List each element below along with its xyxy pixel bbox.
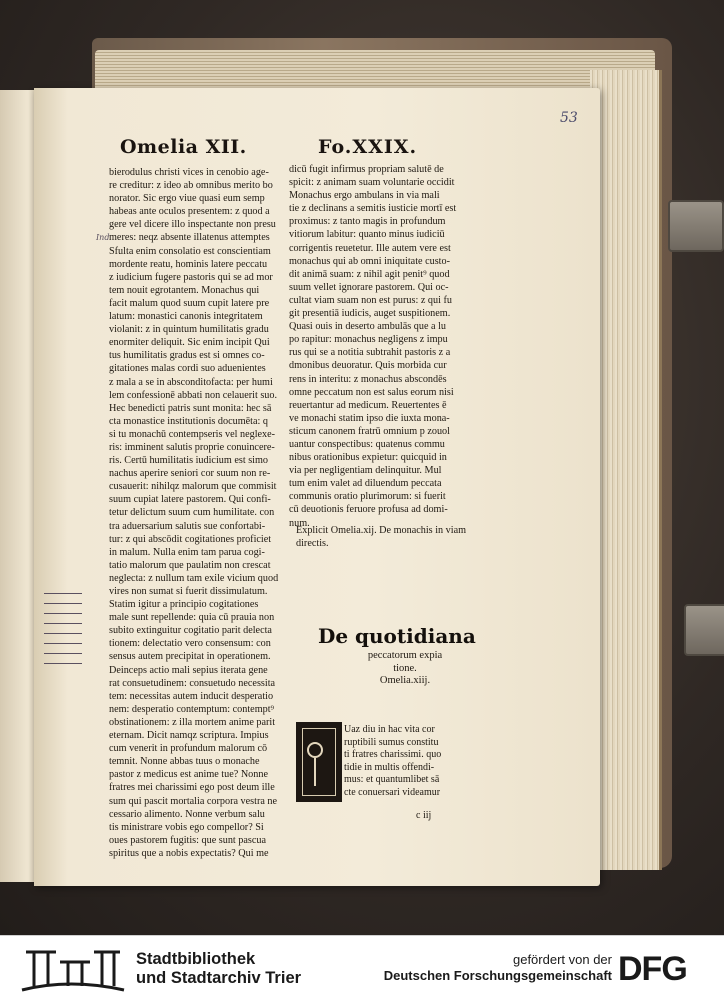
text-line: tatio malorum que paulatim non crescat bbox=[109, 559, 271, 571]
text-line: tum enim valet ad diluendum peccata bbox=[289, 478, 442, 490]
text-line: dicū fugit infirmus propriam salutē de bbox=[289, 164, 444, 175]
text-line: tem: necessitas autem inducit desperatio bbox=[109, 690, 274, 702]
text-line: si tu monachū contempseris vel neglexe- bbox=[109, 428, 276, 440]
text-line: Quasi ouis in deserto ambulās que a lu bbox=[289, 321, 447, 333]
text-line: git presentiā iudicis, auget suspitionem. bbox=[289, 308, 451, 320]
top-clasp bbox=[668, 200, 724, 252]
text-line: dmonibus deuoratur. Quis morbida cur bbox=[289, 360, 447, 372]
text-line: cum venerit in profundum malorum cō bbox=[109, 743, 268, 755]
text-line: Monachus ergo ambulans in via mali bbox=[289, 190, 440, 202]
subtitle-line: peccatorum expia bbox=[367, 650, 443, 661]
margin-handwritten-notes bbox=[44, 584, 82, 720]
flower-ornament-icon bbox=[307, 742, 323, 758]
decorated-initial-letter bbox=[296, 722, 342, 802]
margin-annotation: Ind bbox=[96, 233, 110, 242]
library-logo-icon bbox=[20, 942, 126, 996]
text-line: tetur delictum suum cum humilitate. con bbox=[109, 507, 275, 519]
text-line: communis oratio plurimorum: si fuerit bbox=[289, 491, 446, 503]
text-line: eternam. Dicit namqz scriptura. Impius bbox=[109, 730, 269, 742]
library-name-line2: und Stadtarchiv Trier bbox=[136, 969, 302, 987]
text-line: rens in interitu: z monachus abscondēs bbox=[289, 373, 447, 385]
text-line: pastor z medicus est anime tue? Nonne bbox=[109, 769, 268, 781]
text-line: Deinceps actio mali sepius iterata gene bbox=[109, 664, 268, 676]
text-line: in malum. Nulla enim tam parua cogi- bbox=[109, 546, 265, 558]
text-line: proximus: z tanto magis in profundum bbox=[289, 216, 446, 228]
text-line: habeas ante oculos presentem: z quod a bbox=[109, 206, 270, 218]
text-line: ris. Certū humilitatis iudicium est simo bbox=[109, 455, 269, 467]
text-line: neglecta: z nullum tam exile vicium quod bbox=[109, 572, 279, 584]
text-line: z iudicium fugere pastoris qui se ad mor bbox=[109, 271, 273, 283]
text-line: cū deuotionis feruore profusa ad domi- bbox=[289, 504, 448, 516]
text-line: spiritus que a nobis expectatis? Qui me bbox=[109, 847, 269, 859]
text-line: norator. Sic ergo viue quasi eum semp bbox=[109, 193, 265, 205]
text-line: meres: neqz absente illatenus attemptes bbox=[109, 232, 270, 244]
text-line: sum qui pascit mortalia corpora vestra ne bbox=[109, 795, 278, 807]
text-line: temnit. Nonne abbas tuus o monache bbox=[109, 756, 260, 768]
text-line: tur: z qui abscōdit cogitationes proficiet bbox=[109, 533, 272, 545]
text-line: uantur conspectibus: quatenus commu bbox=[289, 438, 445, 450]
text-line: ris: imminent salutis proprie conuincere- bbox=[109, 441, 275, 453]
text-line: spicit: z animam suam voluntarie occidit bbox=[289, 177, 455, 189]
text-line: tem nouit egrotantem. Monachus qui bbox=[109, 284, 260, 296]
text-line: Hec benedicti patris sunt monita: hec sā bbox=[109, 402, 272, 414]
library-name-line1: Stadtbibliothek bbox=[136, 950, 256, 968]
text-line: tidie in multis offendi- bbox=[344, 761, 435, 773]
text-line: reuertantur ad medicum. Reuertentes ē bbox=[289, 399, 447, 411]
page-block-fore-edge bbox=[590, 70, 662, 870]
text-line: nem: desperatio contemptum: contempt⁹ bbox=[109, 703, 275, 715]
text-line: Uaz diu in hac vita cor bbox=[344, 724, 435, 735]
text-line: tis ministrare vobis ego compellor? Si bbox=[109, 821, 264, 833]
text-line: Statim igitur a principio cogitationes bbox=[109, 599, 259, 611]
running-head-right: Fo.XXIX. bbox=[318, 136, 418, 158]
dfg-logo: DFG bbox=[618, 950, 687, 988]
text-line: mus: et quantumlibet sā bbox=[344, 774, 440, 786]
text-line: vires non sumat si fuerit dissimulatum. bbox=[109, 586, 268, 597]
signature-mark: c iij bbox=[416, 810, 432, 821]
text-line: sensus autem precipitat in operationem. bbox=[109, 651, 271, 663]
text-line: dit animā suam: z nihil agit penit⁹ quod bbox=[289, 268, 450, 280]
text-line: cta monastice institutionis documēta: q bbox=[109, 415, 269, 427]
text-line: ti fratres charissimi. quo bbox=[344, 749, 442, 761]
text-column-left bbox=[109, 166, 289, 859]
text-line: tionem: delectatio vero consensum: con bbox=[109, 638, 271, 650]
text-line: nibus orationibus expietur: quicquid in bbox=[289, 452, 447, 464]
text-line: cessario alimento. Nonne verbum salu bbox=[109, 808, 265, 820]
text-line: cultat viam suam non est purus: z qui fu bbox=[289, 294, 452, 306]
folio-number: 53 bbox=[560, 110, 578, 126]
footer-bar bbox=[0, 935, 724, 1000]
funding-note-line1: gefördert von der bbox=[512, 952, 612, 967]
homily-subtitle bbox=[320, 650, 490, 688]
text-line: via per negligentiam delinquitur. Mul bbox=[289, 465, 442, 477]
text-line: Sfulta enim consolatio est conscientiam bbox=[109, 245, 271, 257]
text-line: po rapitur: monachus negligens z impu bbox=[289, 334, 448, 346]
homily-opening-text bbox=[344, 724, 486, 800]
library-name bbox=[136, 950, 301, 988]
text-column-right bbox=[289, 163, 487, 529]
text-line: male sunt repellende: quia cū prauia non bbox=[109, 612, 275, 624]
text-line: nachus aperire seniori cor suum non re- bbox=[109, 468, 271, 480]
text-line: oues pastorem fugitis: que sunt pascua bbox=[109, 834, 267, 846]
text-line: ruptibili sumus constitu bbox=[344, 736, 439, 748]
text-line: tie z declinans a semitis iusticie mortī est bbox=[289, 203, 457, 215]
text-line: obstinationem: z illa mortem anime parit bbox=[109, 716, 276, 728]
subtitle-line: tione. bbox=[393, 662, 417, 674]
text-line: gere vel dicere illo inspectante non presu bbox=[109, 219, 276, 231]
text-line: bierodulus christi vices in cenobio age- bbox=[109, 167, 269, 178]
text-line: violanit: z in quintum humilitatis gradu bbox=[109, 324, 269, 336]
homily-title: De quotidiana bbox=[318, 624, 476, 648]
text-line: subito extinguitur cogitatio parit delecta bbox=[109, 625, 272, 637]
text-line: facit malum quod suum cupit latere pre bbox=[109, 297, 270, 309]
text-line: num. bbox=[289, 517, 310, 529]
subtitle-line: Omelia.xiij. bbox=[379, 675, 431, 686]
bottom-clasp bbox=[684, 604, 724, 656]
text-line: latum: monastici canonis integritatem bbox=[109, 311, 263, 323]
text-line: omne peccatum non est salus eorum nisi bbox=[289, 386, 454, 398]
text-line: mordente reatu, hominis latere peccatu bbox=[109, 258, 268, 270]
text-line: re creditur: z ideo ab omnibus merito bo bbox=[109, 180, 273, 192]
text-line: corrigentis reuetetur. Ille autem vere est bbox=[289, 242, 451, 254]
text-line: suum cupiat latere pastorem. Qui confi- bbox=[109, 494, 271, 506]
running-head-left: Omelia XII. bbox=[120, 136, 247, 158]
text-line: rus qui se a notitia subtrahit pastoris z a bbox=[289, 347, 451, 359]
funding-note bbox=[372, 952, 612, 984]
text-line: lem confessionē abbati non celauerit suo. bbox=[109, 389, 278, 401]
text-line: cte conuersari videamur bbox=[344, 786, 441, 798]
text-line: ve monachi statim ipso die iuxta mona- bbox=[289, 412, 450, 424]
text-line: suum vellet ignorare pastorem. Qui oc- bbox=[289, 281, 449, 293]
text-line: tra aduersarium salutis sue confortabi- bbox=[109, 520, 266, 532]
text-line: z mala a se in absconditofacta: per humi bbox=[109, 376, 273, 388]
text-line: monachus qui ab omni iniquitate custo- bbox=[289, 255, 450, 267]
text-line: cusauerit: nihilqz malorum que commisit bbox=[109, 481, 277, 493]
text-line: enormiter deliquit. Sic enim incipit Qui bbox=[109, 337, 270, 349]
explicit-text: Explicit Omelia.xij. De monachis in viam directis. bbox=[296, 525, 467, 549]
text-line: tus humilitatis gradus est si omnes co- bbox=[109, 350, 265, 362]
text-line: rat consuetudinem: consuetudo necessita bbox=[109, 677, 276, 689]
text-line: vitiorum labitur: quanto minus iudiciū bbox=[289, 229, 445, 241]
text-line: fratres mei charissimi ego post deum ille bbox=[109, 782, 275, 794]
text-line: sticum canonem fratrū omnium p zouol bbox=[289, 425, 450, 437]
text-line: gitationes malas cordi suo aduenientes bbox=[109, 363, 266, 375]
funding-organization: Deutschen Forschungsgemeinschaft bbox=[383, 968, 612, 983]
